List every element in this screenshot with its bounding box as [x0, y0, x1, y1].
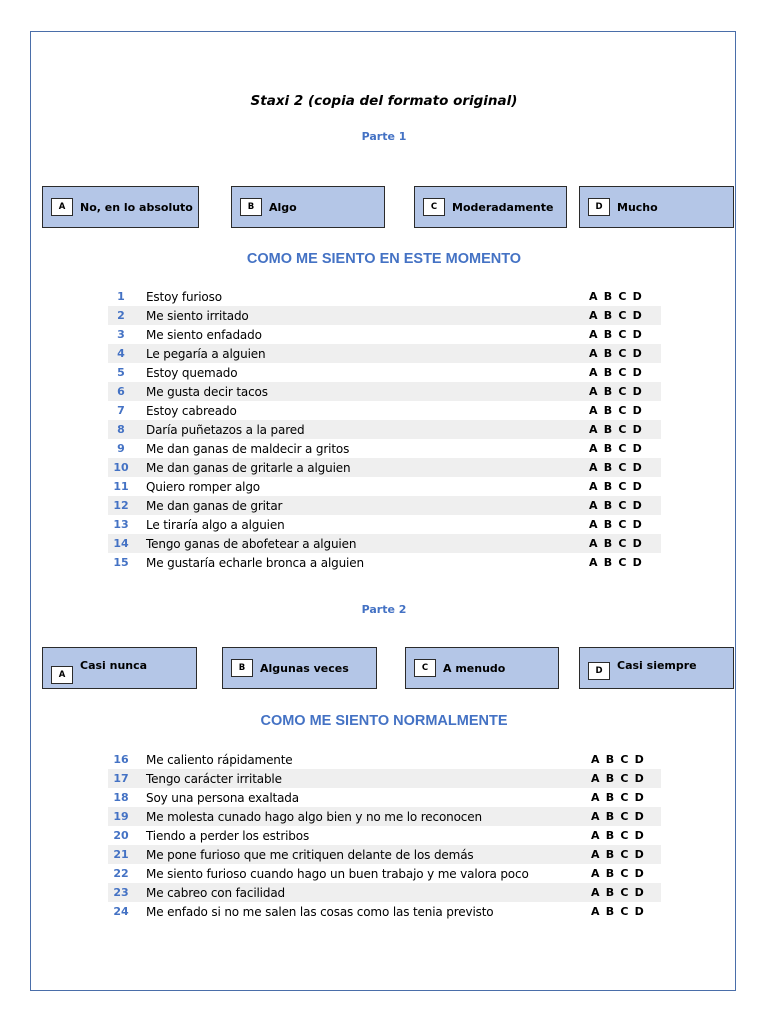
item-statement: Me gusta decir tacos	[146, 384, 268, 399]
item-statement: Le tiraría algo a alguien	[146, 517, 285, 532]
item-number: 20	[113, 829, 129, 842]
item-number: 16	[113, 753, 129, 766]
part1-label: Parte 1	[361, 130, 407, 143]
item-statement: Estoy furioso	[146, 289, 222, 304]
item-answer-options[interactable]: A B C D	[589, 309, 643, 322]
item-row	[108, 750, 661, 769]
item-number: 1	[117, 290, 125, 303]
legend-text: No, en lo absoluto	[80, 200, 193, 214]
legend-letter: C	[423, 198, 445, 216]
legend-letter: A	[51, 198, 73, 216]
item-row	[108, 306, 661, 325]
item-statement: Soy una persona exaltada	[146, 790, 299, 805]
item-number: 8	[117, 423, 125, 436]
part2-legend-b	[222, 647, 377, 689]
item-number: 24	[113, 905, 129, 918]
legend-text: Casi siempre	[617, 658, 697, 672]
part1-heading: COMO ME SIENTO EN ESTE MOMENTO	[246, 251, 522, 267]
item-row	[108, 883, 661, 902]
item-number: 3	[117, 328, 125, 341]
item-answer-options[interactable]: A B C D	[591, 772, 645, 785]
part2-legend-c	[405, 647, 559, 689]
item-statement: Me dan ganas de gritarle a alguien	[146, 460, 351, 475]
document-title: Staxi 2 (copia del formato original)	[250, 93, 518, 109]
part2-item-list	[108, 750, 661, 921]
item-answer-options[interactable]: A B C D	[589, 442, 643, 455]
legend-text: Casi nunca	[80, 658, 148, 672]
item-statement: Tiendo a perder los estribos	[146, 828, 310, 843]
item-row	[108, 902, 661, 921]
item-number: 19	[113, 810, 129, 823]
item-statement: Estoy cabreado	[146, 403, 237, 418]
legend-letter: B	[240, 198, 262, 216]
item-number: 15	[113, 556, 129, 569]
item-row	[108, 534, 661, 553]
item-number: 21	[113, 848, 129, 861]
item-answer-options[interactable]: A B C D	[589, 556, 643, 569]
item-answer-options[interactable]: A B C D	[589, 347, 643, 360]
item-statement: Me gustaría echarle bronca a alguien	[146, 555, 364, 570]
item-answer-options[interactable]: A B C D	[589, 423, 643, 436]
item-row	[108, 458, 661, 477]
item-statement: Tengo ganas de abofetear a alguien	[146, 536, 357, 551]
part2-heading: COMO ME SIENTO NORMALMENTE	[260, 713, 508, 729]
item-number: 13	[113, 518, 129, 531]
item-statement: Tengo carácter irritable	[146, 771, 282, 786]
item-answer-options[interactable]: A B C D	[589, 328, 643, 341]
part1-legend-d	[579, 186, 734, 228]
item-row	[108, 382, 661, 401]
item-number: 14	[113, 537, 129, 550]
item-answer-options[interactable]: A B C D	[589, 385, 643, 398]
item-statement: Me cabreo con facilidad	[146, 885, 286, 900]
item-row	[108, 553, 661, 572]
item-statement: Estoy quemado	[146, 365, 238, 380]
legend-text: A menudo	[443, 661, 506, 675]
item-row	[108, 477, 661, 496]
item-number: 23	[113, 886, 129, 899]
item-row	[108, 788, 661, 807]
legend-letter: B	[231, 659, 253, 677]
item-number: 5	[117, 366, 125, 379]
legend-text: Algo	[269, 200, 297, 214]
item-row	[108, 845, 661, 864]
item-number: 10	[113, 461, 129, 474]
item-row	[108, 826, 661, 845]
item-row	[108, 325, 661, 344]
item-row	[108, 496, 661, 515]
item-number: 18	[113, 791, 129, 804]
item-statement: Me pone furioso que me critiquen delante de los demás	[146, 847, 474, 862]
item-number: 17	[113, 772, 129, 785]
item-answer-options[interactable]: A B C D	[591, 791, 645, 804]
legend-text: Moderadamente	[452, 200, 554, 214]
item-number: 4	[117, 347, 125, 360]
item-statement: Me enfado si no me salen las cosas como las tenia previsto	[146, 904, 494, 919]
item-answer-options[interactable]: A B C D	[591, 753, 645, 766]
item-number: 2	[117, 309, 125, 322]
legend-letter: C	[414, 659, 436, 677]
item-statement: Daría puñetazos a la pared	[146, 422, 305, 437]
item-statement: Me siento enfadado	[146, 327, 262, 342]
part2-legend-a	[42, 647, 197, 689]
item-number: 11	[113, 480, 129, 493]
item-answer-options[interactable]: A B C D	[589, 404, 643, 417]
part2-legend-d	[579, 647, 734, 689]
part1-legend-a	[42, 186, 199, 228]
item-statement: Me caliento rápidamente	[146, 752, 293, 767]
item-statement: Me siento furioso cuando hago un buen trabajo y me valora poco	[146, 866, 529, 881]
legend-letter: D	[588, 198, 610, 216]
item-number: 12	[113, 499, 129, 512]
part1-item-list	[108, 287, 661, 572]
item-answer-options[interactable]: A B C D	[591, 810, 645, 823]
item-answer-options[interactable]: A B C D	[589, 480, 643, 493]
legend-text: Mucho	[617, 200, 658, 214]
item-row	[108, 515, 661, 534]
item-answer-options[interactable]: A B C D	[589, 461, 643, 474]
item-number: 6	[117, 385, 125, 398]
item-row	[108, 344, 661, 363]
item-row	[108, 287, 661, 306]
part1-legend-b	[231, 186, 385, 228]
item-statement: Quiero romper algo	[146, 479, 260, 494]
part2-label: Parte 2	[361, 603, 407, 616]
item-row	[108, 864, 661, 883]
item-statement: Le pegaría a alguien	[146, 346, 266, 361]
item-row	[108, 439, 661, 458]
legend-text: Algunas veces	[260, 661, 349, 675]
item-statement: Me dan ganas de gritar	[146, 498, 283, 513]
item-row	[108, 420, 661, 439]
item-answer-options[interactable]: A B C D	[589, 366, 643, 379]
item-answer-options[interactable]: A B C D	[589, 290, 643, 303]
item-answer-options[interactable]: A B C D	[589, 518, 643, 531]
item-answer-options[interactable]: A B C D	[591, 886, 645, 899]
item-number: 9	[117, 442, 125, 455]
item-answer-options[interactable]: A B C D	[591, 848, 645, 861]
item-answer-options[interactable]: A B C D	[589, 537, 643, 550]
item-row	[108, 807, 661, 826]
item-number: 7	[117, 404, 125, 417]
item-statement: Me molesta cunado hago algo bien y no me lo reconocen	[146, 809, 482, 824]
part1-legend-c	[414, 186, 567, 228]
item-number: 22	[113, 867, 129, 880]
item-row	[108, 363, 661, 382]
legend-letter: A	[51, 666, 73, 684]
item-answer-options[interactable]: A B C D	[591, 829, 645, 842]
item-answer-options[interactable]: A B C D	[589, 499, 643, 512]
item-statement: Me dan ganas de maldecir a gritos	[146, 441, 350, 456]
item-row	[108, 401, 661, 420]
item-answer-options[interactable]: A B C D	[591, 867, 645, 880]
item-answer-options[interactable]: A B C D	[591, 905, 645, 918]
item-statement: Me siento irritado	[146, 308, 249, 323]
legend-letter: D	[588, 662, 610, 680]
item-row	[108, 769, 661, 788]
